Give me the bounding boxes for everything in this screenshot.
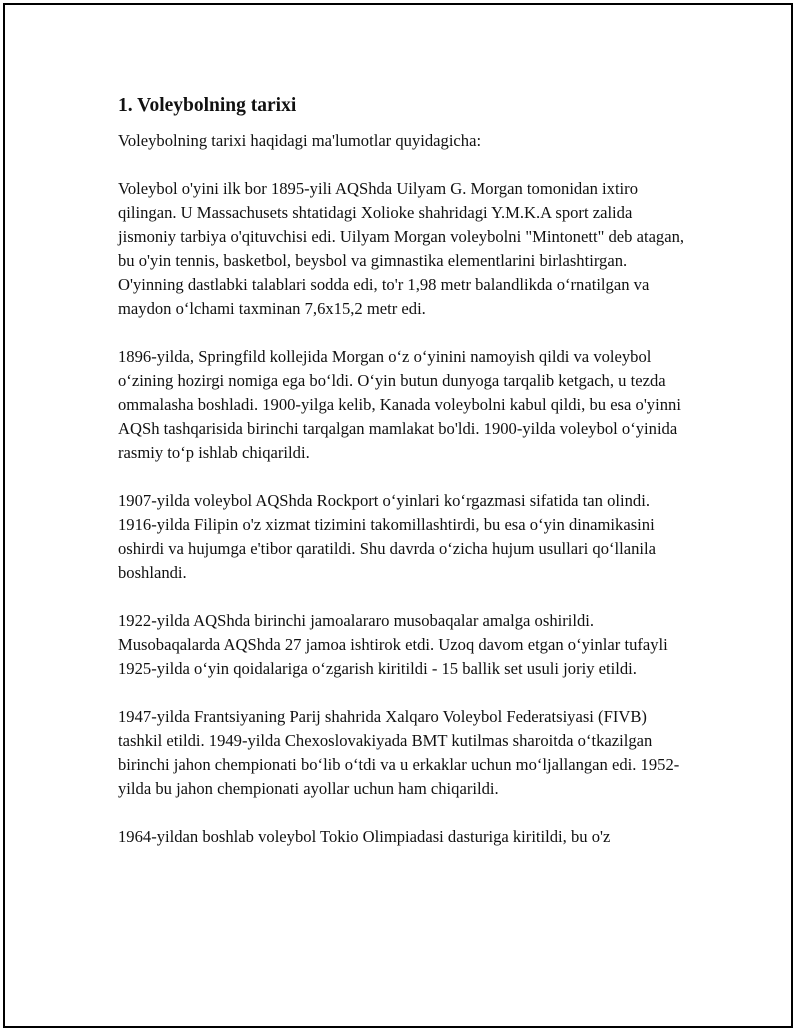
section-heading: 1. Voleybolning tarixi <box>118 95 297 116</box>
document-body <box>118 93 690 873</box>
paragraph-1947-fivb: 1947-yilda Frantsiyaning Parij shahrida Xalqaro Voleybol Federatsiyasi (FIVB) tashkil etildi. 1949-yilda Chexoslovakiyada BMT kutilmas sharoitda o‘tkazilgan birinchi jahon chempionati bo‘lib o‘tdi va u erkaklar uchun mo‘ljallangan edi. 1952-yilda bu jahon chempionati ayollar uchun ham chiqarildi. <box>118 707 680 798</box>
paragraph-1895-origin: Voleybol o'yini ilk bor 1895-yili AQShda Uilyam G. Morgan tomonidan ixtiro qilingan. U Massachusets shtatidagi Xolioke shahridagi Y.M.K.A sport zalida jismoniy tarbiya o'qituvchisi edi. Uilyam Morgan voleybolni "Mintonett" deb atagan, bu o'yin tennis, basketbol, beysbol va gimnastika elementlarini birlashtirgan. O'yinning dastlabki talablari sodda edi, to'r 1,98 metr balandlikda o‘rnatilgan va maydon o‘lchami taxminan 7,6x15,2 metr edi. <box>118 179 685 318</box>
paragraph-1896-springfield: 1896-yilda, Springfild kollejida Morgan o‘z o‘yinini namoyish qildi va voleybol o‘zining hozirgi nomiga ega bo‘ldi. O‘yin butun dunyoga tarqalib ketgach, u tezda ommalasha boshladi. 1900-yilga kelib, Kanada voleybolni kabul qildi, bu esa o'yinni AQSh tashqarisida birinchi tarqalgan mamlakat bo'ldi. 1900-yilda voleybol o‘yinida rasmiy to‘p ishlab chiqarildi. <box>118 347 681 462</box>
intro-paragraph: Voleybolning tarixi haqidagi ma'lumotlar quyidagicha: <box>118 131 482 150</box>
paragraph-1964-olympics: 1964-yildan boshlab voleybol Tokio Olimpiadasi dasturiga kiritildi, bu o'z <box>118 827 611 846</box>
paragraph-1907-rockport: 1907-yilda voleybol AQShda Rockport o‘yinlari ko‘rgazmasi sifatida tan olindi. 1916-yilda Filipin o'z xizmat tizimini takomillashtirdi, bu esa o‘yin dinamikasini oshirdi va hujumga e'tibor qaratildi. Shu davrda o‘zicha hujum usullari qo‘llanila boshlandi. <box>118 491 657 582</box>
paragraph-1922-competitions: 1922-yilda AQShda birinchi jamoalararo musobaqalar amalga oshirildi. Musobaqalarda AQShda 27 jamoa ishtirok etdi. Uzoq davom etgan o‘yinlar tufayli 1925-yilda o‘yin qoidalariga o‘zgarish kiritildi - 15 ballik set usuli joriy etildi. <box>118 611 668 678</box>
